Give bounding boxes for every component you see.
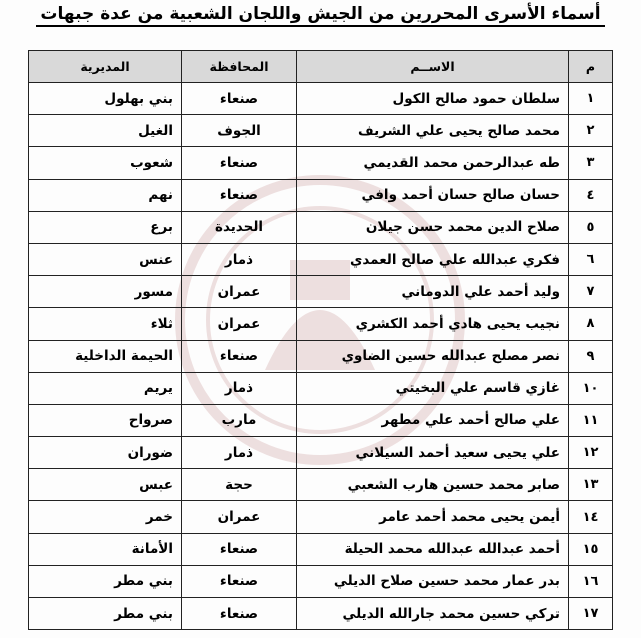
row-governorate: صنعاء bbox=[182, 565, 297, 597]
row-number: ٨ bbox=[569, 308, 613, 340]
row-name: حسان صالح حسان أحمد وافي bbox=[297, 179, 569, 211]
row-governorate: ذمار bbox=[182, 243, 297, 275]
row-number: ١٤ bbox=[569, 501, 613, 533]
column-header-district: المديرية bbox=[29, 51, 182, 83]
table-row bbox=[29, 211, 613, 243]
row-district: يريم bbox=[29, 372, 182, 404]
row-number: ٦ bbox=[569, 243, 613, 275]
row-governorate: مارب bbox=[182, 404, 297, 436]
row-number: ٢ bbox=[569, 115, 613, 147]
row-governorate: الحديدة bbox=[182, 211, 297, 243]
document-title bbox=[0, 4, 641, 24]
row-governorate: صنعاء bbox=[182, 83, 297, 115]
table-row bbox=[29, 372, 613, 404]
row-district: خمر bbox=[29, 501, 182, 533]
row-number: ٩ bbox=[569, 340, 613, 372]
table-row bbox=[29, 179, 613, 211]
row-district: ضوران bbox=[29, 437, 182, 469]
row-district: بني مطر bbox=[29, 565, 182, 597]
row-district: الحيمة الداخلية bbox=[29, 340, 182, 372]
table-row bbox=[29, 469, 613, 501]
row-governorate: صنعاء bbox=[182, 340, 297, 372]
row-name: وليد أحمد علي الدوماني bbox=[297, 276, 569, 308]
row-governorate: ذمار bbox=[182, 437, 297, 469]
table-row bbox=[29, 598, 613, 630]
row-governorate: عمران bbox=[182, 276, 297, 308]
row-number: ١٥ bbox=[569, 533, 613, 565]
row-name: علي صالح أحمد علي مطهر bbox=[297, 404, 569, 436]
column-header-name: الاســم bbox=[297, 51, 569, 83]
table-row bbox=[29, 243, 613, 275]
names-table bbox=[28, 50, 613, 630]
row-district: الأمانة bbox=[29, 533, 182, 565]
table-row bbox=[29, 565, 613, 597]
row-governorate: صنعاء bbox=[182, 598, 297, 630]
row-number: ٥ bbox=[569, 211, 613, 243]
row-number: ١١ bbox=[569, 404, 613, 436]
row-name: طه عبدالرحمن محمد القديمي bbox=[297, 147, 569, 179]
table-row bbox=[29, 83, 613, 115]
column-header-number: م bbox=[569, 51, 613, 83]
table-row bbox=[29, 147, 613, 179]
row-number: ٣ bbox=[569, 147, 613, 179]
row-district: الغيل bbox=[29, 115, 182, 147]
row-number: ١ bbox=[569, 83, 613, 115]
row-name: صابر محمد حسين هارب الشعبي bbox=[297, 469, 569, 501]
row-name: فكري عبدالله علي صالح العمدي bbox=[297, 243, 569, 275]
row-name: أحمد عبدالله عبدالله محمد الحيلة bbox=[297, 533, 569, 565]
row-name: سلطان حمود صالح الكول bbox=[297, 83, 569, 115]
row-governorate: حجة bbox=[182, 469, 297, 501]
row-governorate: الجوف bbox=[182, 115, 297, 147]
column-header-governorate: المحافظة bbox=[182, 51, 297, 83]
table-header-row bbox=[29, 51, 613, 83]
table-row bbox=[29, 115, 613, 147]
table-row bbox=[29, 404, 613, 436]
row-name: محمد صالح يحيى علي الشريف bbox=[297, 115, 569, 147]
row-number: ١٣ bbox=[569, 469, 613, 501]
table-row bbox=[29, 308, 613, 340]
row-name: نجيب يحيى هادي أحمد الكشري bbox=[297, 308, 569, 340]
row-district: بني بهلول bbox=[29, 83, 182, 115]
row-name: أيمن يحيى محمد أحمد عامر bbox=[297, 501, 569, 533]
row-district: برع bbox=[29, 211, 182, 243]
document-title-text: أسماء الأسرى المحررين من الجيش واللجان الشعبية من عدة جبهات bbox=[36, 4, 604, 27]
row-district: شعوب bbox=[29, 147, 182, 179]
row-name: صلاح الدين محمد حسن جيلان bbox=[297, 211, 569, 243]
row-name: تركي حسين محمد جارالله الديلي bbox=[297, 598, 569, 630]
row-district: عبس bbox=[29, 469, 182, 501]
row-number: ٧ bbox=[569, 276, 613, 308]
row-name: علي يحيى سعيد أحمد السيلاني bbox=[297, 437, 569, 469]
row-governorate: عمران bbox=[182, 308, 297, 340]
table-row bbox=[29, 437, 613, 469]
row-district: نهم bbox=[29, 179, 182, 211]
row-name: غازي قاسم علي البخيتي bbox=[297, 372, 569, 404]
row-name: نصر مصلح عبدالله حسين الضاوي bbox=[297, 340, 569, 372]
row-governorate: صنعاء bbox=[182, 179, 297, 211]
row-governorate: صنعاء bbox=[182, 147, 297, 179]
row-district: ثلاء bbox=[29, 308, 182, 340]
row-district: بني مطر bbox=[29, 598, 182, 630]
row-number: ١٠ bbox=[569, 372, 613, 404]
row-governorate: عمران bbox=[182, 501, 297, 533]
row-number: ١٢ bbox=[569, 437, 613, 469]
row-governorate: صنعاء bbox=[182, 533, 297, 565]
table-row bbox=[29, 276, 613, 308]
table-row bbox=[29, 340, 613, 372]
row-number: ٤ bbox=[569, 179, 613, 211]
row-district: صرواح bbox=[29, 404, 182, 436]
row-number: ١٧ bbox=[569, 598, 613, 630]
row-governorate: ذمار bbox=[182, 372, 297, 404]
row-district: مسور bbox=[29, 276, 182, 308]
table-row bbox=[29, 533, 613, 565]
row-number: ١٦ bbox=[569, 565, 613, 597]
table-row bbox=[29, 501, 613, 533]
row-name: بدر عمار محمد حسين صلاح الديلي bbox=[297, 565, 569, 597]
row-district: عنس bbox=[29, 243, 182, 275]
